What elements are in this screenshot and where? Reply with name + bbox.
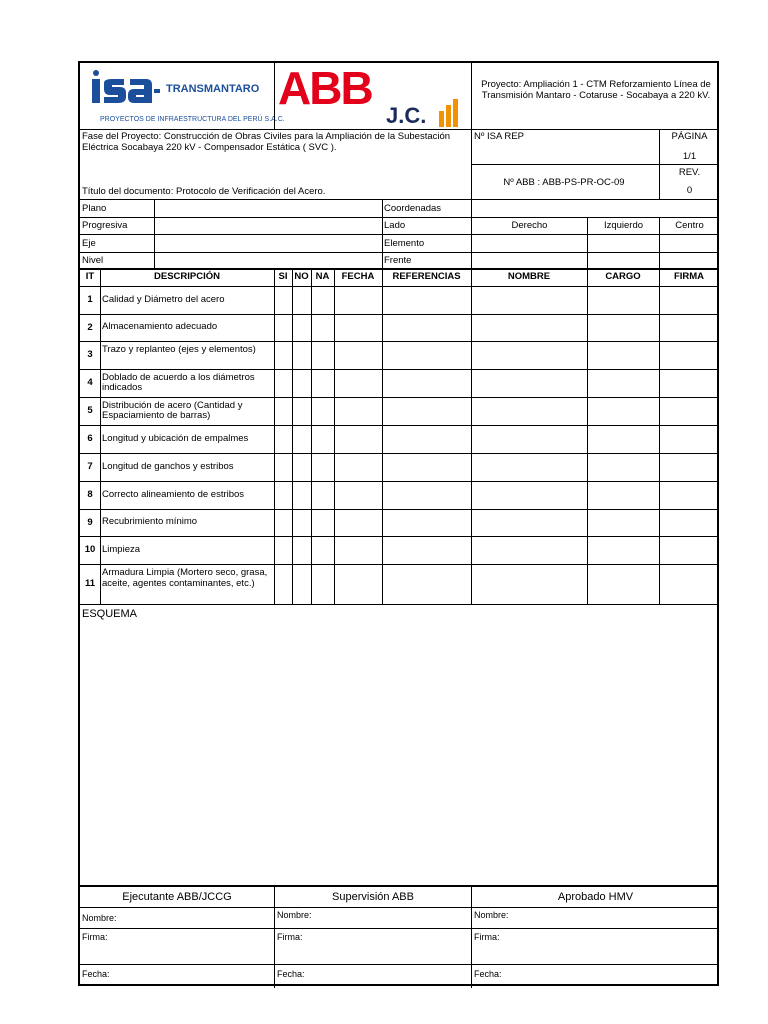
ejecutante-nombre-field[interactable]: Nombre:	[82, 913, 117, 923]
row-number: 1	[87, 294, 93, 305]
column-header-referencias: REFERENCIAS	[392, 271, 461, 282]
column-header-na: NA	[315, 271, 330, 282]
row-number: 9	[87, 516, 93, 528]
row-description: Trazo y replanteo (ejes y elementos)	[102, 343, 256, 355]
row-description: Doblado de acuerdo a los diámetros indicados	[102, 371, 255, 393]
row-description: Almacenamiento adecuado	[102, 321, 218, 333]
project-title: Proyecto: Ampliación 1 - CTM Reforzamiento Línea de Transmisión Mantaro - Cotaruse - Socabaya a 220 kV.	[481, 79, 711, 101]
isa-logo	[90, 69, 285, 127]
nivel-label: Nivel	[82, 255, 104, 266]
aprobado-fecha-field[interactable]: Fecha:	[474, 969, 502, 979]
column-header-firma: FIRMA	[673, 271, 705, 282]
column-header-nombre: NOMBRE	[507, 271, 551, 282]
row-number: 3	[87, 349, 93, 360]
jc-building-icon	[438, 99, 460, 127]
row-description: Calidad y Diámetro del acero	[102, 293, 225, 305]
row-number: 6	[87, 433, 93, 444]
row-number: 8	[87, 489, 93, 500]
abb-logo	[276, 62, 466, 129]
supervision-fecha-field[interactable]: Fecha:	[277, 969, 305, 979]
progresiva-label: Progresiva	[82, 220, 128, 231]
abb-doc-code: Nº ABB : ABB-PS-PR-OC-09	[503, 177, 625, 188]
document-title: Título del documento: Protocolo de Verificación del Acero.	[82, 186, 326, 197]
supervision-nombre-field[interactable]: Nombre:	[277, 910, 312, 920]
column-header-no: NO	[294, 271, 309, 282]
column-header-si: SI	[278, 271, 288, 282]
row-number: 11	[84, 578, 96, 589]
row-description: Recubrimiento mínimo	[102, 516, 198, 528]
page-value: 1/1	[682, 151, 697, 162]
derecho-label: Derecho	[511, 220, 548, 231]
eje-label: Eje	[82, 238, 96, 249]
page-label: PÁGINA	[671, 131, 708, 142]
row-description: Longitud y ubicación de empalmes	[102, 432, 249, 444]
row-number: 2	[87, 321, 93, 333]
rev-label: REV.	[678, 167, 701, 178]
row-description: Longitud de ganchos y estribos	[102, 460, 234, 472]
isa-brand: TRANSMANTARO	[166, 83, 260, 95]
centro-label: Centro	[675, 220, 704, 231]
column-header-fecha: FECHA	[341, 271, 375, 282]
row-number: 4	[87, 377, 93, 388]
row-number: 7	[87, 461, 93, 472]
column-header-cargo: CARGO	[605, 271, 641, 282]
row-description: Armadura Limpia (Mortero seco, grasa, aceite, agentes contaminantes, etc.)	[102, 567, 268, 589]
protocol-form	[78, 61, 719, 986]
izquierdo-label: Izquierdo	[603, 220, 644, 231]
row-description: Limpieza	[102, 543, 141, 555]
aprobado-firma-field[interactable]: Firma:	[474, 932, 500, 942]
lado-label: Lado	[384, 220, 406, 231]
row-description: Distribución de acero (Cantidad y Espaciamiento de barras)	[102, 399, 243, 421]
row-number: 10	[84, 544, 96, 555]
coordenadas-label: Coordenadas	[384, 203, 442, 214]
supervision-firma-field[interactable]: Firma:	[277, 932, 303, 942]
row-number: 5	[87, 405, 93, 416]
ejecutante-heading: Ejecutante ABB/JCCG	[122, 891, 232, 903]
column-header-descripcion: DESCRIPCIÓN	[154, 271, 220, 282]
jc-logo-text: J.C.	[386, 103, 427, 128]
isa-subtitle: PROYECTOS DE INFRAESTRUCTURA DEL PERÚ S.A.C.	[100, 116, 285, 123]
esquema-label: ESQUEMA	[82, 608, 138, 620]
project-phase: Fase del Proyecto: Construcción de Obras Civiles para la Ampliación de la Subestación Eléctrica Socabaya 220 kV - Compensador Estática ( SVC ).	[82, 131, 451, 153]
aprobado-heading: Aprobado HMV	[557, 891, 634, 903]
supervision-heading: Supervisión ABB	[332, 891, 414, 903]
elemento-label: Elemento	[384, 238, 425, 249]
isa-rep-label: Nº ISA REP	[474, 131, 524, 142]
abb-logo-text: ABB	[278, 62, 372, 114]
row-description: Correcto alineamiento de estribos	[102, 488, 245, 500]
rev-value: 0	[686, 185, 693, 196]
ejecutante-firma-field[interactable]: Firma:	[82, 932, 108, 942]
frente-label: Frente	[384, 255, 412, 266]
column-header-it: IT	[85, 271, 95, 282]
plano-label: Plano	[82, 203, 107, 214]
aprobado-nombre-field[interactable]: Nombre:	[474, 910, 509, 920]
ejecutante-fecha-field[interactable]: Fecha:	[82, 969, 110, 979]
